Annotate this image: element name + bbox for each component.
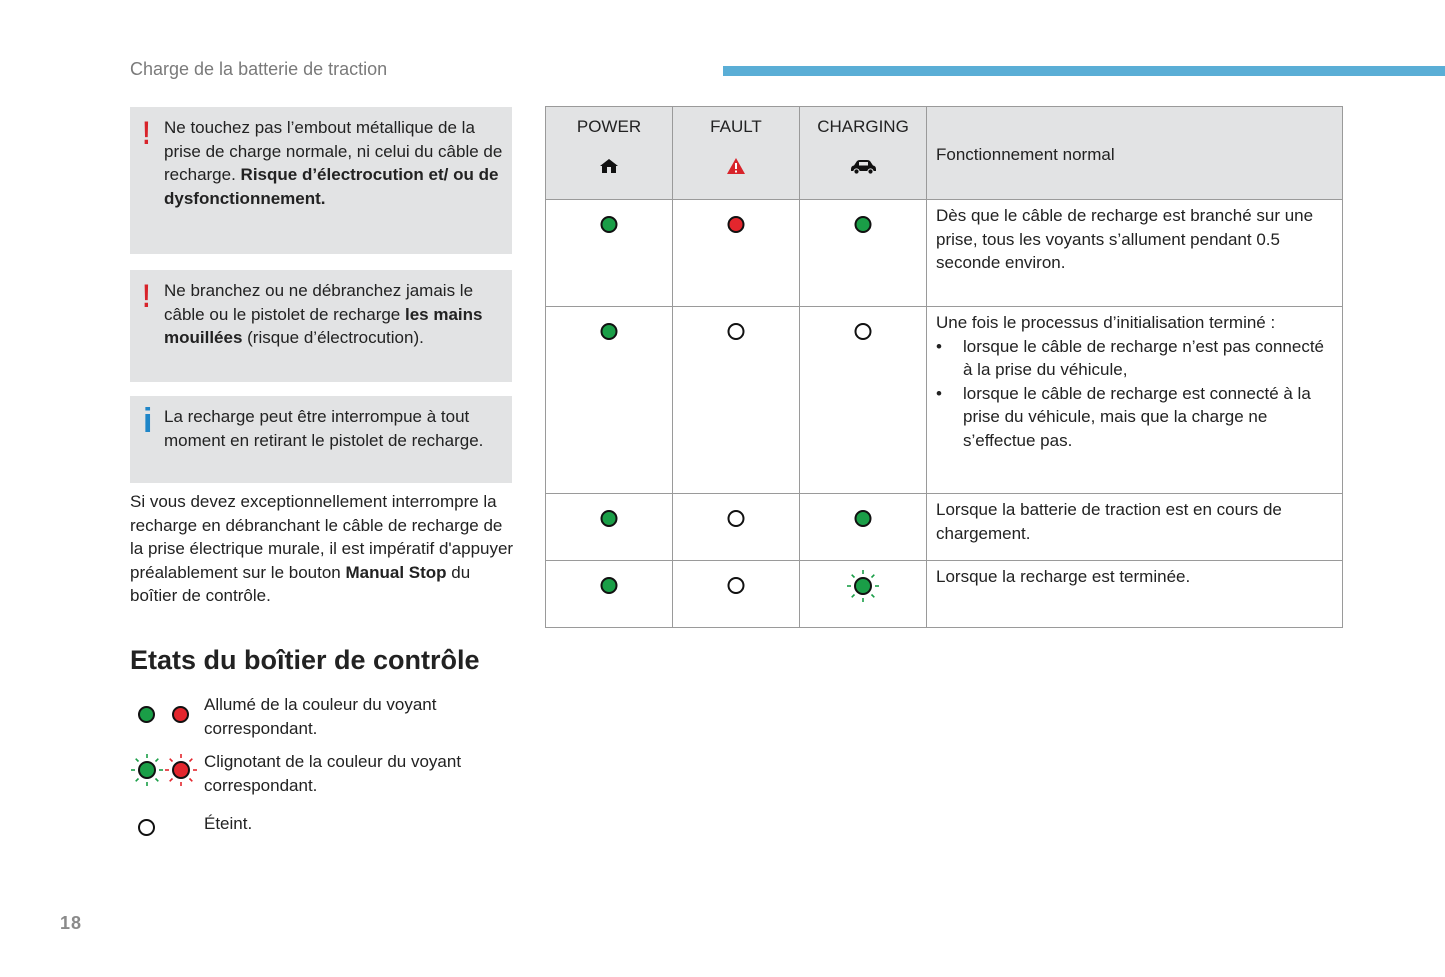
charging-state-cell: [800, 200, 927, 307]
led-green-icon: [855, 216, 872, 233]
table-row: [546, 307, 1343, 494]
legend-text: Allumé de la couleur du voyant correspondant.: [204, 695, 437, 738]
exclamation-icon: !: [142, 278, 151, 314]
warning-notice-electrocution: [130, 107, 512, 254]
description-intro: Une fois le processus d’initialisation terminé :: [936, 313, 1276, 332]
warning-triangle-icon: [724, 155, 748, 177]
legend-row-lit: [130, 693, 530, 741]
car-icon: [848, 155, 878, 177]
section-title: Charge de la batterie de traction: [130, 59, 388, 79]
power-state-cell: [546, 494, 673, 561]
power-state-cell: [546, 307, 673, 494]
led-off-icon: [855, 323, 872, 340]
led-red-icon: [172, 706, 189, 723]
fault-state-cell: [673, 494, 800, 561]
header-description: Fonctionnement normal: [927, 107, 1343, 200]
manual-stop-paragraph: Si vous devez exceptionnellement interrompre la recharge en débranchant le câble de recharge de la prise électrique murale, il est impératif d'appuyer préalablement sur le bouton Manual Stop du boîtier de contrôle.: [130, 492, 514, 606]
led-off-icon: [138, 819, 155, 836]
notice-text: Ne branchez ou ne débranchez jamais le câble ou le pistolet de recharge les mains mouillées (risque d’électrocution).: [164, 281, 483, 348]
charging-state-cell: [800, 307, 927, 494]
charging-state-cell: [800, 494, 927, 561]
header-power: POWER: [546, 107, 673, 200]
table-row: [546, 561, 1343, 628]
notice-text: La recharge peut être interrompue à tout moment en retirant le pistolet de recharge.: [164, 407, 484, 450]
header-fault: FAULT: [673, 107, 800, 200]
fault-state-cell: [673, 561, 800, 628]
table-row: [546, 494, 1343, 561]
state-description: Lorsque la recharge est terminée.: [927, 561, 1343, 628]
led-blinking-green-icon: [130, 753, 164, 787]
info-notice-interrupt: [130, 396, 512, 483]
led-blinking-red-icon: [164, 753, 198, 787]
power-state-cell: [546, 561, 673, 628]
legend-row-off: [130, 812, 530, 842]
state-description: Lorsque la batterie de traction est en cours de chargement.: [927, 494, 1343, 561]
state-description: Dès que le câble de recharge est branché sur une prise, tous les voyants s’allument pendant 0.5 seconde environ.: [927, 200, 1343, 307]
house-icon: [597, 155, 621, 177]
led-green-icon: [601, 510, 618, 527]
page-number: 18: [60, 913, 83, 933]
led-off-icon: [728, 577, 745, 594]
control-box-states-heading: Etats du boîtier de contrôle: [130, 645, 480, 675]
bullet-item: • lorsque le câble de recharge n’est pas connecté à la prise du véhicule,: [936, 335, 1334, 382]
info-icon: i: [143, 402, 153, 440]
notice-text: Ne touchez pas l’embout métallique de la prise de charge normale, ni celui du câble de recharge. Risque d’électrocution et/ ou de dysfonctionnement.: [164, 118, 503, 208]
led-green-icon: [138, 706, 155, 723]
led-blinking-green-icon: [846, 569, 880, 603]
section-header-bar: [723, 66, 1445, 76]
control-box-states-table: [545, 106, 1343, 628]
bullet-item: • lorsque le câble de recharge est connecté à la prise du véhicule, mais que la charge ne s’effectue pas.: [936, 382, 1334, 453]
led-red-icon: [728, 216, 745, 233]
state-description: [927, 307, 1343, 494]
warning-notice-wet-hands: [130, 270, 512, 382]
led-green-icon: [601, 323, 618, 340]
description-bullets: [936, 335, 1334, 453]
fault-state-cell: [673, 200, 800, 307]
exclamation-icon: !: [142, 115, 151, 151]
charging-state-cell: [800, 561, 927, 628]
led-green-icon: [601, 577, 618, 594]
legend-row-blinking: [130, 750, 530, 798]
legend-text: Clignotant de la couleur du voyant correspondant.: [204, 752, 462, 795]
table-header-row: [546, 107, 1343, 200]
legend-text: Éteint.: [204, 814, 253, 833]
header-charging: CHARGING: [800, 107, 927, 200]
led-green-icon: [601, 216, 618, 233]
led-off-icon: [728, 510, 745, 527]
led-green-icon: [855, 510, 872, 527]
power-state-cell: [546, 200, 673, 307]
led-off-icon: [728, 323, 745, 340]
table-row: [546, 200, 1343, 307]
fault-state-cell: [673, 307, 800, 494]
